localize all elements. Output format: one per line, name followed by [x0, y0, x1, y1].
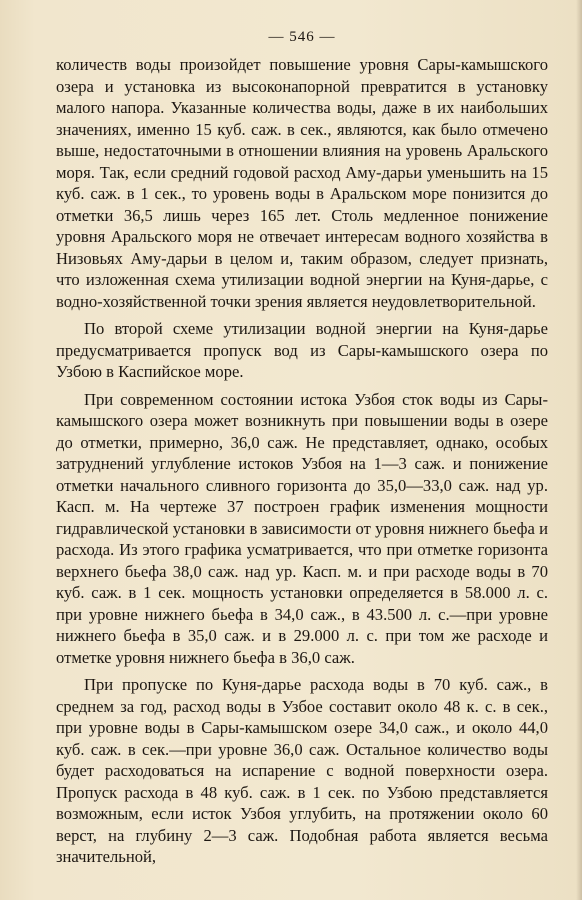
- paragraph-1: количеств воды произойдет повышение уровня Сары-камышского озера и установка из высоконапорной превратится в установку малого напора. Указанные количества воды, даже в их наибольших значениях, именно 15 куб. саж. в сек., являются, как было отмечено выше, недостаточными в отношении влияния на уровень Аральского моря. Так, если средний годовой расход Аму-дарьи уменьшить на 15 куб. саж. в 1 сек., то уровень воды в Аральском море понизится до отметки 36,5 лишь через 165 лет. Столь медленное понижение уровня Аральского моря не отвечает интересам водного хозяйства в Низовьях Аму-дарьи в целом и, таким образом, следует признать, что изложенная схема утилизации водной энергии на Куня-дарье, с водно-хозяйственной точки зрения является неудовлетворительной.: [56, 55, 548, 311]
- paragraph-2: По второй схеме утилизации водной энергии на Куня-дарье предусматривается пропуск вод из Сары-камышского озера по Узбою в Каспийское море.: [56, 319, 548, 381]
- paragraph-3: При современном состоянии истока Узбоя сток воды из Сары-камышского озера может возникнуть при повышении воды в озере до отметки, примерно, 36,0 саж. Не представляет, однако, особых затруднений углубление истоков Узбоя на 1—3 саж. и понижение отметки начального сливного горизонта до 35,0—33,0 саж. над ур. Касп. м. На чертеже 37 построен график изменения мощности гидравлической установки в зависимости от уровня нижнего бьефа и расхода. Из этого графика усматривается, что при отметке горизонта верхнего бьефа 38,0 саж. над ур. Касп. м. и при расходе воды в 70 куб. саж. в 1 сек. мощность установки определяется в 58.000 л. с. при уровне нижнего бьефа в 34,0 саж., в 43.500 л. с.—при уровне нижнего бьефа в 35,0 саж. и в 29.000 л. с. при том же расходе и отметке уровня нижнего бьефа в 36,0 саж.: [56, 389, 548, 667]
- page-number: — 546 —: [268, 29, 336, 45]
- paragraph-4: При пропуске по Куня-дарье расхода воды в 70 куб. саж., в среднем за год, расход воды в Узбое составит около 48 к. с. в сек., при уровне воды в Сары-камышском озере 34,0 саж., и около 44,0 куб. саж. в сек.—при уровне 36,0 саж. Остальное количество воды будет расходоваться на испарение с водной поверхности озера. Пропуск расхода в 48 куб. саж. в 1 сек. по Узбою представляется возможным, если исток Узбоя углубить, на протяжении около 60 верст, на глубину 2—3 саж. Подобная работа является весьма значительной,: [56, 675, 548, 866]
